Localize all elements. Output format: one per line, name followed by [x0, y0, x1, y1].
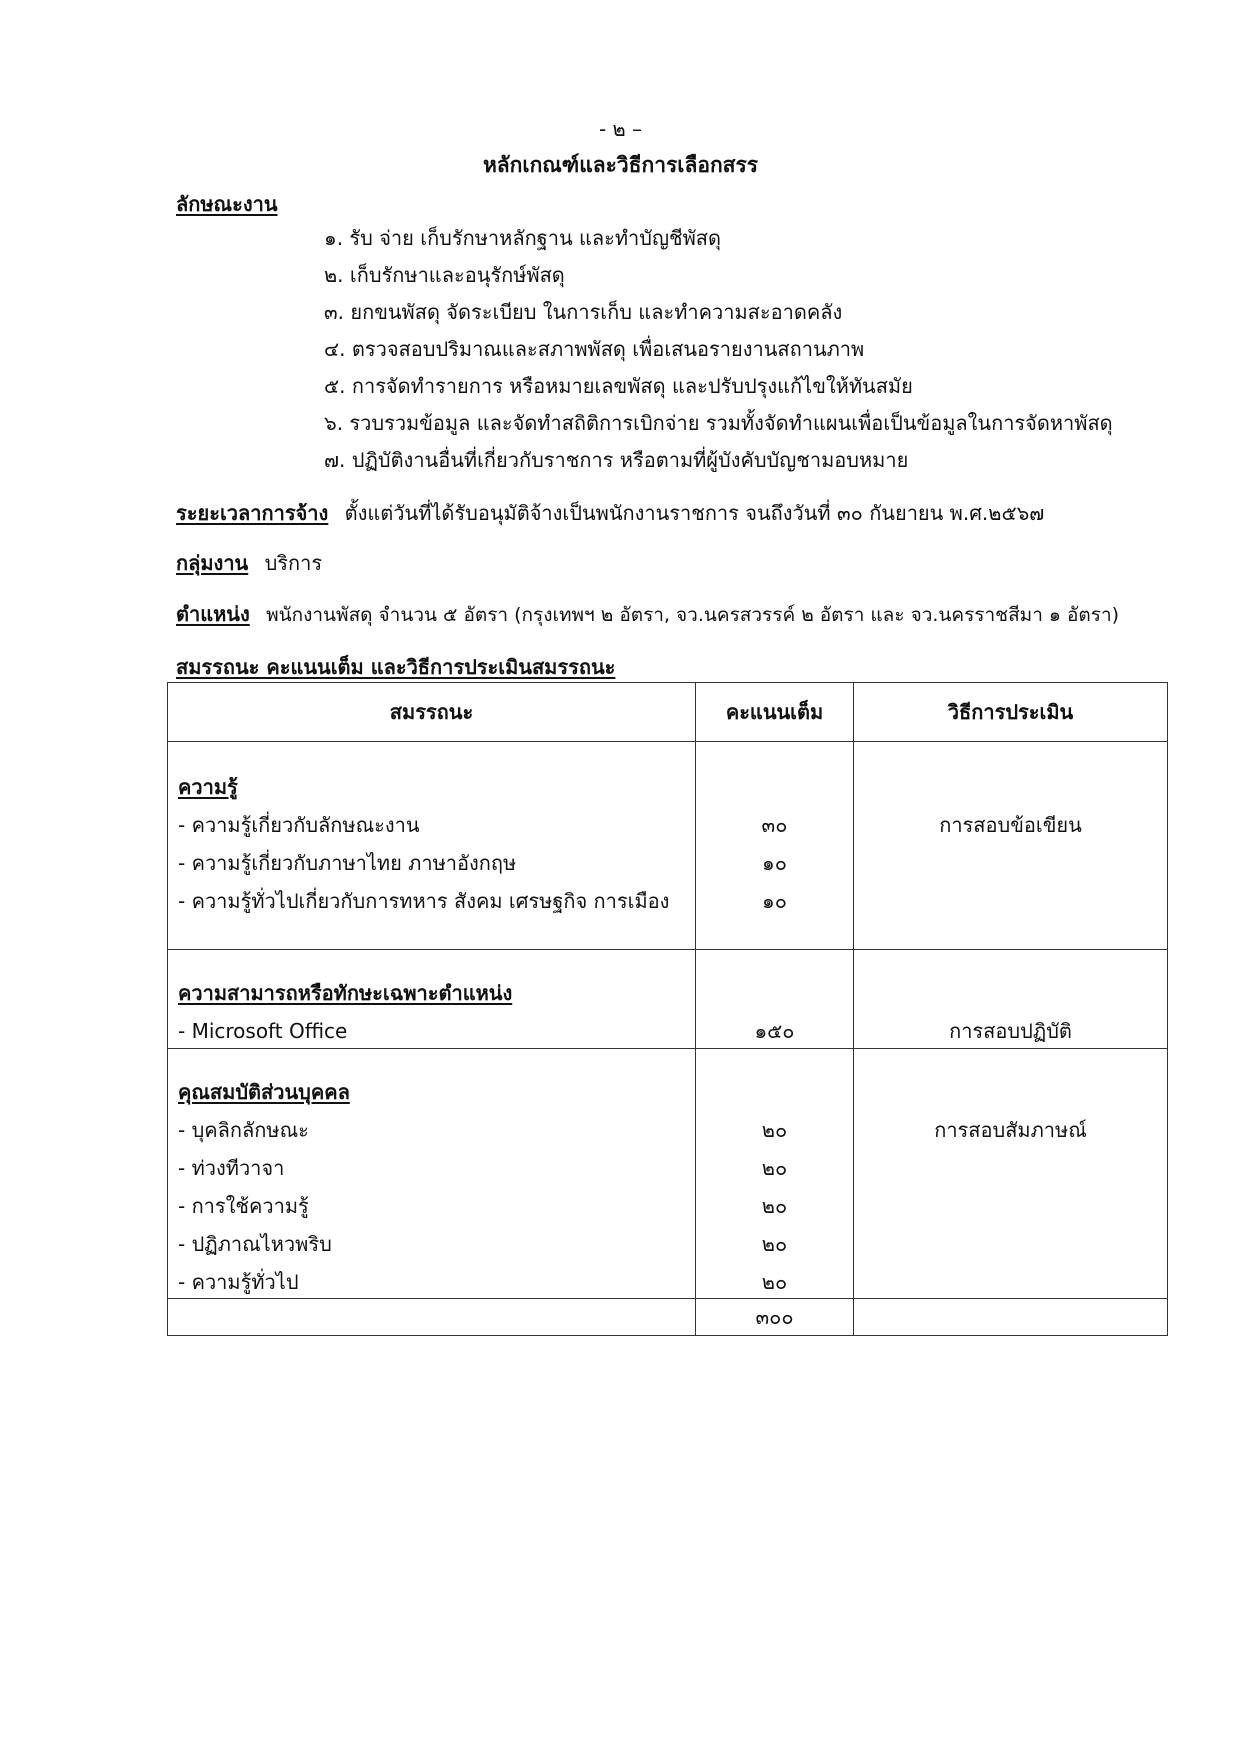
page-number: - ๒ –: [598, 117, 643, 141]
page-title: หลักเกณฑ์และวิธีการเลือกสรร: [482, 153, 759, 177]
header-competency: สมรรถนะ: [168, 683, 696, 742]
header-full-score: คะแนนเต็ม: [696, 683, 854, 742]
score-value: ๑๕๐: [754, 1019, 795, 1043]
score-value: ๑๐: [762, 851, 787, 875]
score-value: ๑๐: [762, 889, 787, 913]
position-value: พนักงานพัสดุ จำนวน ๕ อัตรา (กรุงเทพฯ ๒ อัตรา, จว.นครสวรรค์ ๒ อัตรา และ จว.นครราชสีมา ๑ อัตรา): [266, 604, 1120, 626]
position-label: ตำแหน่ง: [176, 602, 250, 626]
score-value: ๒๐: [761, 1194, 788, 1218]
method-value: การสอบสัมภาษณ์: [934, 1118, 1087, 1142]
competency-table: [167, 682, 1168, 1336]
competency-item: - ความรู้เกี่ยวกับภาษาไทย ภาษาอังกฤษ: [178, 851, 517, 875]
competency-item: - ความรู้ทั่วไป: [178, 1270, 299, 1294]
employment-period: [176, 500, 1044, 526]
score-value: ๒๐: [761, 1156, 788, 1180]
score-value: ๓๐: [761, 813, 788, 837]
method-value: การสอบข้อเขียน: [939, 813, 1082, 837]
work-group-label: กลุ่มงาน: [176, 551, 249, 575]
score-value: ๒๐: [761, 1270, 788, 1294]
job-nature-item: ๔. ตรวจสอบปริมาณและสภาพพัสดุ เพื่อเสนอรายงานสถานภาพ: [324, 337, 865, 361]
table-row: [168, 950, 1168, 1049]
competency-item: - การใช้ความรู้: [178, 1194, 309, 1218]
job-nature-item: ๑. รับ จ่าย เก็บรักษาหลักฐาน และทำบัญชีพัสดุ: [324, 226, 721, 250]
score-value: ๒๐: [761, 1232, 788, 1256]
competency-item: - ความรู้เกี่ยวกับลักษณะงาน: [178, 813, 420, 837]
section-title-personal: คุณสมบัติส่วนบุคคล: [178, 1080, 350, 1104]
table-total-row: [168, 1299, 1168, 1336]
score-value: ๒๐: [761, 1118, 788, 1142]
work-group-value: บริการ: [264, 551, 323, 575]
table-header-row: [168, 683, 1168, 742]
competency-heading: สมรรถนะ คะแนนเต็ม และวิธีการประเมินสมรรถนะ: [176, 655, 616, 679]
employment-period-value: ตั้งแต่วันที่ได้รับอนุมัติจ้างเป็นพนักงานราชการ จนถึงวันที่ ๓๐ กันยายน พ.ศ.๒๕๖๗: [344, 501, 1045, 525]
section-title-skills: ความสามารถหรือทักษะเฉพาะตำแหน่ง: [178, 981, 513, 1005]
competency-item: - ท่วงทีวาจา: [178, 1156, 285, 1180]
job-nature-item: ๖. รวบรวมข้อมูล และจัดทำสถิติการเบิกจ่าย รวมทั้งจัดทำแผนเพื่อเป็นข้อมูลในการจัดหาพัสดุ: [324, 411, 1113, 435]
competency-item: - Microsoft Office: [178, 1019, 348, 1043]
competency-item: - ความรู้ทั่วไปเกี่ยวกับการทหาร สังคม เศรษฐกิจ การเมือง: [178, 889, 670, 913]
work-group: [176, 550, 322, 576]
method-value: การสอบปฏิบัติ: [949, 1019, 1072, 1043]
competency-item: - บุคลิกลักษณะ: [178, 1118, 309, 1142]
job-nature-item: ๗. ปฏิบัติงานอื่นที่เกี่ยวกับราชการ หรือตามที่ผู้บังคับบัญชามอบหมาย: [324, 448, 909, 472]
employment-period-label: ระยะเวลาการจ้าง: [176, 501, 329, 525]
position: [176, 601, 1119, 628]
table-row: [168, 742, 1168, 950]
job-nature-item: ๒. เก็บรักษาและอนุรักษ์พัสดุ: [324, 263, 565, 287]
job-nature-heading: ลักษณะงาน: [176, 192, 278, 216]
competency-item: - ปฏิภาณไหวพริบ: [178, 1232, 332, 1256]
job-nature-item: ๓. ยกขนพัสดุ จัดระเบียบ ในการเก็บ และทำความสะอาดคลัง: [324, 300, 843, 324]
header-method: วิธีการประเมิน: [854, 683, 1168, 742]
job-nature-item: ๕. การจัดทำรายการ หรือหมายเลขพัสดุ และปรับปรุงแก้ไขให้ทันสมัย: [324, 374, 913, 398]
total-score: ๓๐๐: [696, 1299, 854, 1336]
section-title-knowledge: ความรู้: [178, 775, 238, 799]
table-row: [168, 1049, 1168, 1299]
